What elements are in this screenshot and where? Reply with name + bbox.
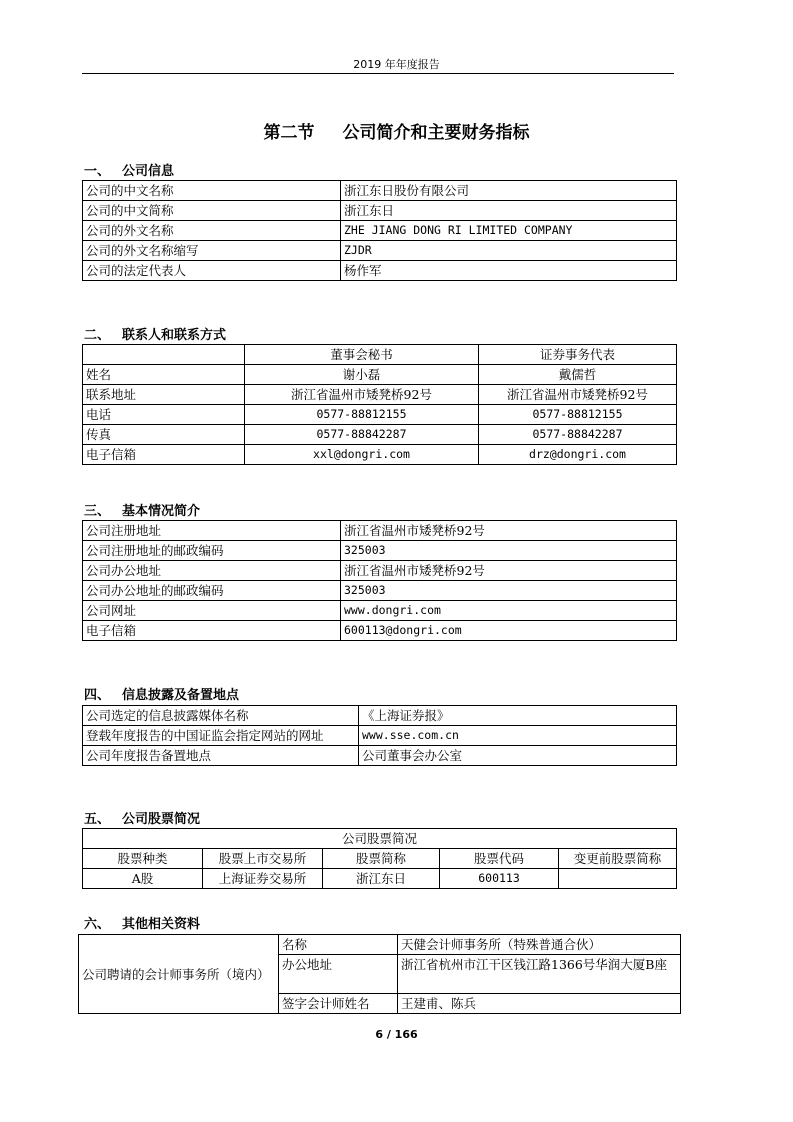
label-cell: 公司年度报告备置地点	[83, 746, 359, 766]
page-title	[0, 118, 793, 143]
table-row: 电话 0577-88812155 0577-88812155	[83, 405, 677, 425]
column-header: 证券事务代表	[479, 345, 677, 365]
table-row	[83, 746, 677, 766]
section-heading-contacts: 二、 联系人和联系方式	[84, 328, 227, 343]
label-cell: 电话	[83, 405, 245, 425]
value-cell: www.sse.com.cn	[359, 726, 677, 746]
label-cell: 公司注册地址的邮政编码	[83, 541, 341, 561]
auditor-label-cell: 公司聘请的会计师事务所（境内）	[79, 935, 279, 1014]
value-cell: 杨作军	[341, 261, 677, 281]
section-number: 第二节	[263, 123, 315, 143]
value-cell: 325003	[341, 541, 677, 561]
label-cell: 联系地址	[83, 385, 245, 405]
value-cell: 《上海证券报》	[359, 706, 677, 726]
column-header: 股票上市交易所	[203, 849, 323, 869]
section-title: 公司简介和主要财务指标	[342, 123, 530, 143]
table-row	[83, 221, 677, 241]
table-row	[83, 521, 677, 541]
label-cell: 传真	[83, 425, 245, 445]
page-number: 6 / 166	[375, 1028, 418, 1041]
label-cell: 公司办公地址	[83, 561, 341, 581]
label-cell: 电子信箱	[83, 445, 245, 465]
label-cell: 公司的外文名称	[83, 221, 341, 241]
column-header: 股票种类	[83, 849, 203, 869]
table-row	[83, 601, 677, 621]
table-header-row	[83, 849, 677, 869]
table-title-row	[83, 829, 677, 849]
other-info-table	[78, 934, 681, 1014]
column-header: 变更前股票简称	[559, 849, 677, 869]
value-cell: 浙江东日股份有限公司	[341, 181, 677, 201]
table-row	[83, 706, 677, 726]
label-cell: 公司选定的信息披露媒体名称	[83, 706, 359, 726]
value-cell: 325003	[341, 581, 677, 601]
label-cell: 公司的法定代表人	[83, 261, 341, 281]
value-cell: 浙江省杭州市江干区钱江路1366号华润大厦B座	[398, 955, 681, 994]
basic-info-table	[82, 520, 677, 641]
column-header: 股票代码	[440, 849, 559, 869]
value-cell: 王建甫、陈兵	[398, 994, 681, 1014]
label-cell: 办公地址	[279, 955, 398, 994]
table-row	[83, 561, 677, 581]
value-cell: ZHE JIANG DONG RI LIMITED COMPANY	[341, 221, 677, 241]
section-heading-company-info: 一、 公司信息	[84, 164, 175, 179]
value-cell: 浙江省温州市矮凳桥92号	[341, 561, 677, 581]
table-row	[83, 241, 677, 261]
label-cell: 签字会计师姓名	[279, 994, 398, 1014]
section-heading-other-info: 六、 其他相关资料	[84, 917, 201, 932]
table-row: 联系地址 浙江省温州市矮凳桥92号 浙江省温州市矮凳桥92号	[83, 385, 677, 405]
table-row	[83, 541, 677, 561]
value-cell: 浙江东日	[341, 201, 677, 221]
company-info-table	[82, 180, 677, 281]
table-row	[79, 935, 681, 955]
column-header: 股票简称	[323, 849, 440, 869]
table-row: A股 上海证券交易所 浙江东日 600113	[83, 869, 677, 889]
value-cell: ZJDR	[341, 241, 677, 261]
table-title: 公司股票简况	[83, 829, 677, 849]
label-cell: 姓名	[83, 365, 245, 385]
label-cell: 公司的外文名称缩写	[83, 241, 341, 261]
page-header: 2019 年年度报告	[353, 58, 440, 71]
value-cell: 公司董事会办公室	[359, 746, 677, 766]
contacts-table	[82, 344, 677, 465]
label-cell: 公司的中文简称	[83, 201, 341, 221]
table-row	[83, 181, 677, 201]
stock-table	[82, 828, 677, 889]
label-cell: 名称	[279, 935, 398, 955]
table-row	[83, 261, 677, 281]
label-cell: 公司网址	[83, 601, 341, 621]
label-cell: 公司的中文名称	[83, 181, 341, 201]
label-cell: 公司注册地址	[83, 521, 341, 541]
column-header: 董事会秘书	[245, 345, 479, 365]
value-cell: 600113@dongri.com	[341, 621, 677, 641]
value-cell: 天健会计师事务所（特殊普通合伙）	[398, 935, 681, 955]
value-cell: 浙江省温州市矮凳桥92号	[341, 521, 677, 541]
section-heading-basic-info: 三、 基本情况简介	[84, 504, 201, 519]
label-cell: 登载年度报告的中国证监会指定网站的网址	[83, 726, 359, 746]
table-row	[83, 201, 677, 221]
label-cell: 公司办公地址的邮政编码	[83, 581, 341, 601]
label-cell: 电子信箱	[83, 621, 341, 641]
table-row: 电子信箱 xxl@dongri.com drz@dongri.com	[83, 445, 677, 465]
disclosure-table	[82, 705, 677, 766]
table-row: 传真 0577-88842287 0577-88842287	[83, 425, 677, 445]
section-heading-stock: 五、 公司股票简况	[84, 812, 201, 827]
section-heading-disclosure: 四、 信息披露及备置地点	[84, 688, 240, 703]
table-header-row	[83, 345, 677, 365]
header-rule	[82, 73, 674, 74]
table-row	[83, 726, 677, 746]
table-row	[83, 581, 677, 601]
table-row: 姓名 谢小磊 戴儒哲	[83, 365, 677, 385]
table-row	[83, 621, 677, 641]
value-cell: www.dongri.com	[341, 601, 677, 621]
